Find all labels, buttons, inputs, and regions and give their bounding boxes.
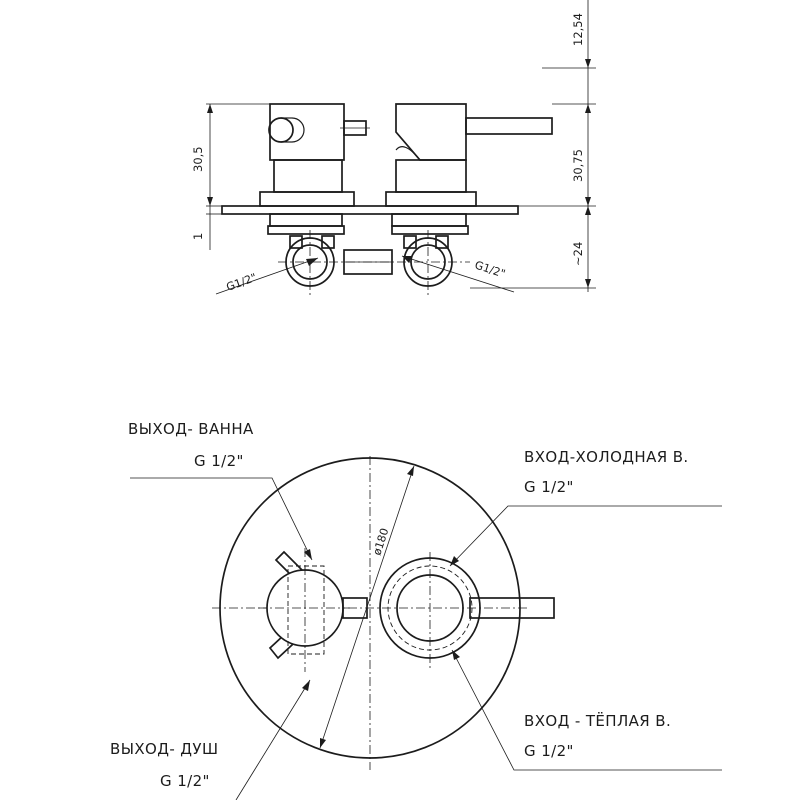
lever-housing <box>396 104 466 160</box>
label-inlet-warm: ВХОД - ТЁПЛАЯ В. <box>524 712 672 730</box>
dim-depth: ~24 <box>571 241 585 266</box>
label-outlet-bath: ВЫХОД- ВАННА <box>128 420 254 438</box>
label-outlet-shower: ВЫХОД- ДУШ <box>110 740 219 758</box>
thread-label-left: G1/2" <box>224 270 259 294</box>
mixer-lever-front <box>470 598 554 618</box>
left-body-neck <box>274 160 342 192</box>
dim-plate: 1 <box>191 232 205 240</box>
diameter-label: ø180 <box>370 526 392 557</box>
dim-right-height: 30,75 <box>571 149 585 182</box>
front-view <box>110 420 722 800</box>
left-body-upper <box>270 104 344 160</box>
right-body-neck <box>396 160 466 192</box>
right-body-base <box>386 192 476 206</box>
left-body-base <box>260 192 354 206</box>
dim-left-height: 30,5 <box>191 146 205 172</box>
side-view <box>191 0 596 295</box>
label-inlet-cold-size: G 1/2" <box>524 478 574 496</box>
label-inlet-warm-size: G 1/2" <box>524 742 574 760</box>
label-outlet-bath-size: G 1/2" <box>194 452 244 470</box>
thread-label-right: G1/2" <box>473 258 507 281</box>
dim-top: 12,54 <box>571 13 585 46</box>
mixer-lever <box>466 118 552 134</box>
diverter-knob <box>269 118 293 142</box>
label-outlet-shower-size: G 1/2" <box>160 772 210 790</box>
label-inlet-cold: ВХОД-ХОЛОДНАЯ В. <box>524 448 689 466</box>
wall-plate <box>222 206 518 214</box>
